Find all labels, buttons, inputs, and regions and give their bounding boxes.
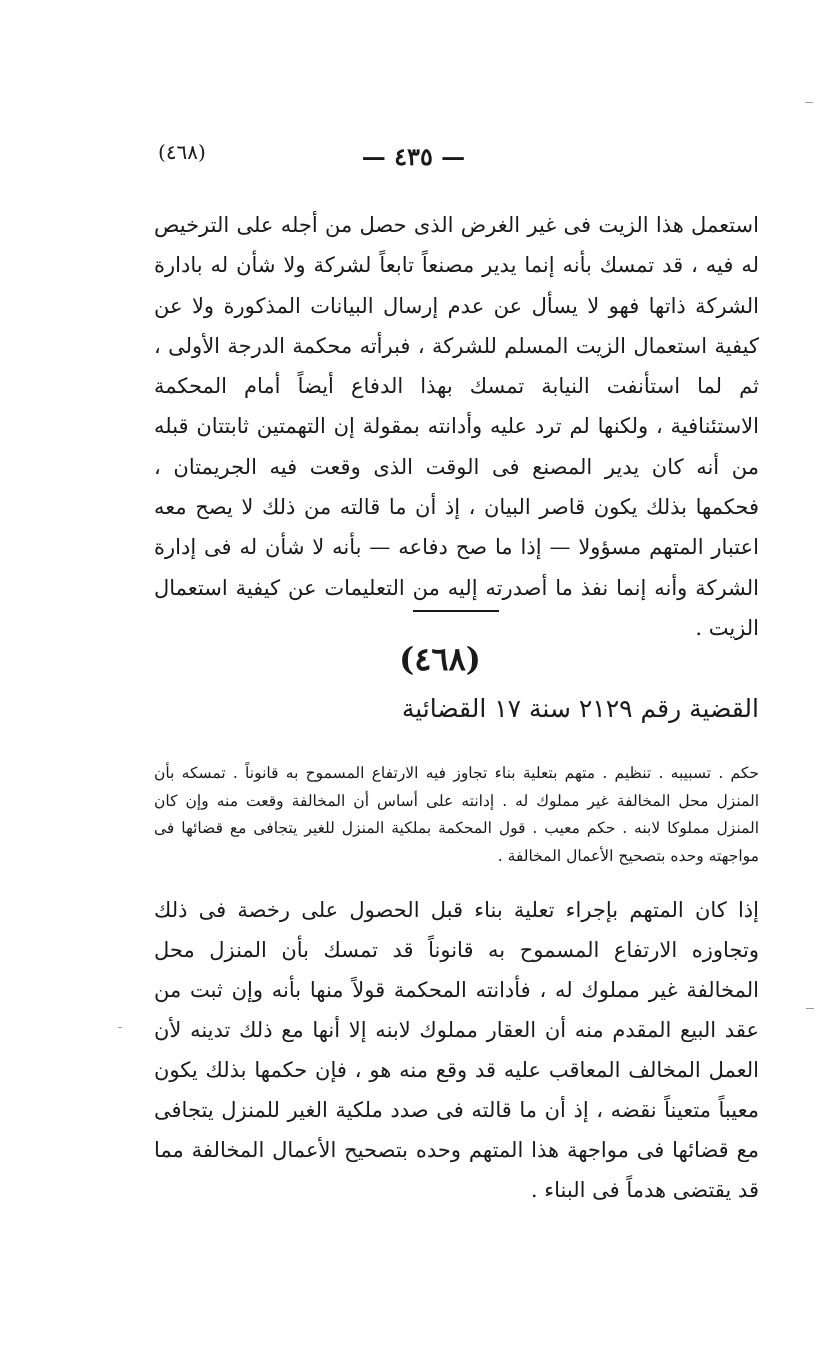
summary-paragraph: حكم . تسبيبه . تنظيم . متهم بتعلية بناء تجاوز فيه الارتفاع المسموح به قانوناً . تمسكه بأن المنزل محل المخالفة غير مملوك له . إدانته على أساس أن المخالفة وقعت منه وإن كان المنزل مملوكا لابنه . حكم معيب . قول المحكمة بملكية المنزل للغير يتجافى مع قضائها فى مواجهته وحده بتصحيح الأعمال المخالفة . (154, 764, 759, 865)
judgment-paragraph: إذا كان المتهم بإجراء تعلية بناء قبل الحصول على رخصة فى ذلك وتجاوزه الارتفاع المسموح به قانوناً قد تمسك بأن المنزل محل المخالفة غير مملوك له ، فأدانته المحكمة قولاً منها بأنه وإن ثبت من عقد البيع المقدم منه أن العقار مملوك لابنه إلا أنها مع ذلك تدينه لأن العمل المخالف المعاقب عليه قد وقع منه هو ، فإن حكمها بذلك يكون معيباً متعيناً نقضه ، إذ أن ما قالته فى صدد ملكية الغير للمنزل يتجافى مع قضائها فى مواجهة هذا المتهم وحده بتصحيح الأعمال المخالفة مما قد يقتضى هدماً فى البناء . (154, 898, 759, 1202)
intro-paragraph: استعمل هذا الزيت فى غير الغرض الذى حصل من أجله على الترخيص له فيه ، قد تمسك بأنه إنما يدير مصنعاً تابعاً لشركة ولا شأن له بادارة الشركة ذاتها فهو لا يسأل عن عدم إرسال البيانات المذكورة ولا عن كيفية استعمال الزيت المسلم للشركة ، فبرأته محكمة الدرجة الأولى ، ثم لما استأنفت النيابة تمسك بهذا الدفاع أيضاً أمام المحكمة الاستئنافية ، ولكنها لم ترد عليه وأدانته بمقولة إن التهمتين ثابتتان قبله من أنه كان يدير المصنع فى الوقت الذى وقعت فيه الجريمتان ، فحكمها بذلك يكون قاصر البيان ، إذ أن ما قالته من ذلك لا يصح معه اعتبار المتهم مسؤولا — إذا ما صح دفاعه — بأنه لا شأن له فى إدارة الشركة وأنه إنما نفذ ما أصدرته إليه من التعليمات عن كيفية استعمال الزيت . (154, 213, 759, 640)
margin-mark (806, 1008, 814, 1009)
margin-mark (118, 1027, 122, 1028)
case-number-heading: (٤٦٨) (399, 640, 481, 678)
page-number: — ٤٣٥ — (361, 142, 466, 171)
running-case-number: (٤٦٨) (158, 140, 206, 164)
margin-mark (805, 102, 813, 103)
section-divider (413, 610, 499, 612)
case-title: القضية رقم ٢١٢٩ سنة ١٧ القضائية (401, 694, 759, 723)
